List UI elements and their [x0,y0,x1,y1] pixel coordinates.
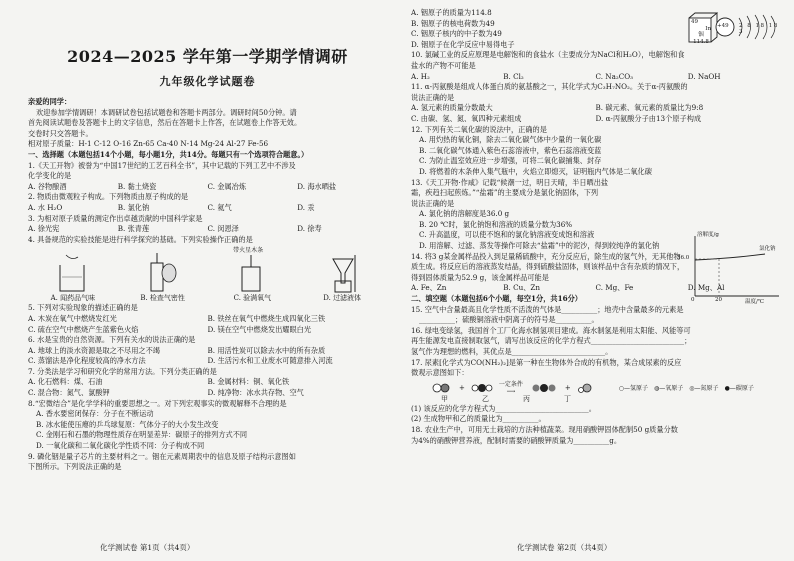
option: B. 用活性炭可以除去水中的所有杂质 [207,345,326,355]
legend-oxygen: ◍—氧原子 [654,385,684,393]
option: D. 过滤液体 [323,294,362,303]
airtight-test-figure [139,251,179,293]
question-stem: 14. 将3 g某金属样品投入到足量稀硫酸中，充分反应后，除生成的氢气外，无其他物 [411,251,681,261]
question-stem: 3. 为相对原子质量的测定作出卓越贡献的中国科学家是 [28,213,203,223]
reaction-arrow: 一定条件 ⟶ [498,380,523,395]
option: A. 氯化钠的溶解度是36.0 g [419,209,510,219]
fill-line: 17. 尿素[化学式为CO(NH₂)₂]是第一种在生物体外合成的有机物，某合成尿素的反应 [411,357,682,367]
inner-label: 带火星木条 [233,247,264,255]
question-6 [28,335,387,367]
electron-shells: 2 8 18 18 3 [739,23,779,35]
question-stem: 质生成。将反应后的溶液蒸发结晶，得到硫酸盐固体，则该样品中含有杂质的情况下， [411,262,685,272]
molecule-ding-icon [577,382,597,394]
option-row [28,325,387,336]
option: D. NaOH [687,71,721,81]
question-stem: 盐水的产物不可能是 [411,60,476,70]
option: A. 香水要密闭保存：分子在不断运动 [36,409,154,419]
question-stem: 下图所示。下列说法正确的是 [28,462,122,472]
legend-hydrogen: ○—氢原子 [618,385,649,393]
option: A. 氢元素的质量分数最大 [411,103,493,113]
smell-beaker-figure [52,251,92,293]
option: D. α-丙氨酸分子由13个原子构成 [595,113,702,123]
option: C. 升高温度，可以使不饱和的氯化钠溶液变成饱和溶液 [419,230,595,240]
element-name: 铟 [698,32,704,38]
option: D. 用溶解、过滤、蒸发等操作可除去“盐霜”中的泥沙，得到较纯净的氯化钠 [419,241,660,251]
option: A. 用灼热的氧化铜，除去二氧化碳气体中少量的一氧化碳 [419,135,602,145]
question-stem: 5. 下列对实验现象的描述正确的是 [28,303,138,313]
question-stem: 7. 分类法是学习和研究化学的常用方法。下列分类正确的是 [28,366,217,376]
option: B. 20 ℃时，氯化钠饱和溶液的质量分数为36% [419,219,573,229]
fill-line: 微观示意图如下： [411,368,469,378]
option: C. 金属冶炼 [207,181,247,191]
option: C. 混合物：氮气、氯酸钾 [28,388,110,398]
filtering-figure [323,251,363,293]
section-heading: 一、选择题（本题包括14个小题，每小题1分，共14分。每题只有一个选项符合题意。） [28,149,309,159]
question-stem: 11. α-丙氨酸是组成人体蛋白质的氨基酸之一，其化学式为C₃H₇NO₂。关于α-丙氨酸的 [411,82,688,92]
question-stem: 6. 水是宝贵的自然资源。下列有关水的说法正确的是 [28,335,196,345]
option: C. 为防止温室效应进一步增强，可将二氧化碳捕集、封存 [419,156,602,166]
option: A. 谷物酿酒 [28,181,67,191]
option: D. 纯净物：冰水共存物、空气 [207,388,304,398]
option: A. 闻药品气味 [50,294,96,303]
option-row [28,346,387,357]
option: A. 铟原子的质量为114.8 [411,8,492,17]
option-row [28,182,387,193]
question-3 [28,214,387,235]
question-13 [411,178,691,242]
question-stem: 说法正确的是 [411,92,455,102]
x-tick: 20 [715,297,722,303]
question-stem: 13.《天工开物·作咸》记载“候潮一过，明日天晴，半日晒出盐 [411,177,609,187]
nucleus-charge: +49 [717,23,729,29]
element-symbol: In [705,25,711,32]
option: C. 验满氧气 [233,294,272,303]
question-stem: 8.“宏微结合”是化学学科的重要思想之一。对下列宏观事实的微观解释不合理的是 [28,398,287,408]
option: D. 镁在空气中燃烧发出耀眼白光 [207,324,312,334]
question-10 [411,50,780,82]
apparatus-figures [28,247,387,293]
option: D. Mg、Al [687,283,725,293]
option: B. 金属材料：铜、氧化铁 [207,377,290,387]
question-5 [28,303,387,335]
molecule-jia-icon [431,382,453,394]
option-row [28,203,387,214]
option: A. 木炭在氧气中燃烧发红光 [28,313,117,323]
x-axis-label: 温度/℃ [745,299,765,305]
question-4 [28,235,387,304]
reaction-diagram: + 一定条件 ⟶ + ○—氢原子 ◍—氧原子 ◎—氮原子 ●—碳原子 [431,381,780,395]
option: B. 二氧化碳气体通入紫色石蕊溶液中，紫色石蕊溶液变蓝 [419,145,602,155]
molecule-name: 丁 [564,394,571,403]
molecule-names [441,395,780,404]
fill-line: 15. 空气中含量最高且化学性质不活泼的气体是__________；地壳中含量最多的元素是 [411,304,684,314]
option: C. 由碳、氢、氮、氧四种元素组成 [411,113,522,123]
greeting: 亲爱的同学： [28,97,72,106]
curve-label: 氯化钠 [759,246,776,252]
option: C. 闵恩泽 [207,224,239,234]
question-9 [28,452,387,473]
intro-line: 欢迎参加学情调研！本调研试卷包括试题卷和答题卡两部分。调研时间50分钟。请 [36,107,297,117]
reaction-condition: 一定条件 [498,380,523,388]
option: C. 蒸馏法是净化程度较高的净水方法 [28,356,146,366]
option-row [411,72,780,83]
fill-line: 16. 绿电变绿氢，我国首个工厂化海水制氢项目建成。海水制氢是利用太阳能、风能等可 [411,325,691,335]
fill-line: __________；硫酸铜溶液中阴离子的符号是__________。 [419,315,599,325]
option: B. 氯化钠 [117,202,150,212]
option-row [28,294,387,303]
option-row [28,388,387,399]
option: D. 铟原子在化学反应中易得电子 [411,39,515,49]
option: C. Mg、Fe [595,283,634,293]
molecule-yi-icon [471,382,493,394]
x-tick: 0 [691,297,695,303]
option: B. Cl₂ [503,71,524,81]
oxygen-test-figure [226,249,276,293]
option: A. Fe、Zn [411,283,447,293]
element-cell-indium [688,12,718,48]
y-axis-label: 溶解度/g [697,232,719,238]
question-stem: 化学变化的是 [28,171,72,181]
question-stem: 说法正确的是 [411,198,455,208]
question-12 [411,125,780,178]
option: A. 徐光宪 [28,224,60,234]
option: B. 铟原子的核电荷数为49 [411,18,495,28]
element-mass: 114.8 [693,38,709,45]
question-stem: 1.《天工开物》被誉为“中国17世纪的工艺百科全书”，其中记载的下列工艺中不涉及 [28,160,296,170]
legend-nitrogen: ◎—氮原子 [689,385,719,393]
option: B. 冰水能使压瘪的乒乓球复原：气体分子的大小发生改变 [36,419,219,429]
intro-line: 首先阅读试题卷及答题卡上的文字信息，然后在答题卡上作答，在试题卷上作答无效。 [28,118,302,128]
question-11 [411,82,780,124]
option: C. 铟原子核内的中子数为49 [411,29,502,39]
molecule-name: 丙 [523,394,530,403]
intro-line: 交卷时只交答题卡。 [28,128,93,138]
question-stem: 10. 氯碱工业的反应原理是电解饱和的食盐水（主要成分为NaCl和H₂O），电解饱和食 [411,50,685,60]
option: C. 金刚石和石墨的物理性质存在明显差异：碳原子的排列方式不同 [36,430,248,440]
option: A. 地球上的淡水资源是取之不尽用之不竭 [28,345,160,355]
fill-questions [411,305,780,379]
question-7 [28,367,387,399]
fill-line: 18. 农业生产中，可用无土栽培的方法种植蔬菜。现用硝酸钾固体配制50 g质量分数 [411,424,678,434]
legend-carbon: ●—碳原子 [724,385,754,393]
fill-line: 为4%的硝酸钾营养液，配制时需要的硝酸钾质量为__________g。 [411,435,622,445]
option: B. 碳元素、氧元素的质量比为9:8 [595,103,704,113]
question-stem: 得到固体质量为52.9 g，该金属样品可能是 [411,272,549,282]
fill-line: (1) 该反应的化学方程式为__________________________。 [411,403,596,413]
option: D. 汞 [297,202,315,212]
atomic-masses: 相对原子质量：H-1 C-12 O-16 Zn-65 Ca-40 N-14 Mg-24 Al-27 Fe-56 [28,139,269,149]
option-row [28,224,387,235]
option: D. 海水晒盐 [297,181,337,191]
option-row [28,356,387,367]
option: B. 检查气密性 [140,294,185,303]
fill-line: 再生能源发电直接制取氢气，请写出该反应的化学方程式__________________________； [411,336,692,346]
option: B. 黏土烧瓷 [117,181,157,191]
option-row [28,377,387,388]
legend [619,383,754,392]
element-number: 49 [691,19,698,25]
question-18 [411,425,780,446]
option: B. 铁丝在氧气中燃烧生成四氧化三铁 [207,313,326,323]
option: D. 生活污水和工业废水可随意排入河流 [207,356,333,366]
exam-subtitle: 九年级化学试题卷 [159,75,256,88]
exam-title: 2024—2025 学年第一学期学情调研 [67,47,348,66]
option: A. H₂ [411,71,430,81]
question-17-diagram [411,381,780,425]
option: C. 氦气 [207,202,232,212]
question-stem: 霜，疾趋扫起煎炼。”“盐霜”的主要成分是氯化钠固体，下列 [411,188,599,198]
question-2 [28,192,387,213]
fill-line: 氢气作为理想的燃料，其优点是__________________________。 [411,347,613,356]
page-footer: 化学测试卷 第1页（共4页） [100,543,195,552]
question-stem: 9. 磷化铟是量子芯片的主要材料之一。铟在元素周期表中的信息及原子结构示意图如 [28,451,296,461]
option: B. 张青莲 [117,224,150,234]
molecule-name: 甲 [441,394,448,403]
question-stem: 4. 具备规范的实验技能是进行科学探究的基础。下列实验操作正确的是 [28,234,253,244]
section-heading: 二、填空题（本题包括6个小题，每空1分，共16分） [411,294,582,304]
option-row [411,103,780,114]
option: B. Cu、Zn [503,283,541,293]
question-stem: 12. 下列有关二氧化碳的说法中，正确的是 [411,124,547,134]
option-row [411,114,780,125]
option-row [28,314,387,325]
question-9-options [411,8,681,50]
page-footer: 化学测试卷 第2页（共4页） [517,543,612,552]
option: A. 水 H₂O [28,202,63,212]
option: D. 将燃着的木条伸入集气瓶中，火焰立即熄灭，证明瓶内气体是二氧化碳 [419,166,652,176]
option: C. Na₂CO₃ [595,71,634,81]
atom-structure-diagram [715,12,785,46]
option: D. 一氧化碳和二氧化碳化学性质不同：分子构成不同 [36,441,205,451]
question-1 [28,161,387,193]
solubility-graph [675,230,785,310]
molecule-bing-icon [529,382,559,394]
option: A. 化石燃料：煤、石油 [28,377,103,387]
question-stem: 2. 物质由微观粒子构成。下列物质由原子构成的是 [28,192,189,202]
question-8 [28,399,387,452]
fill-line: (2) 生成物甲和乙的质量比为__________。 [411,414,546,424]
nacl-curve [695,254,765,260]
option: C. 硫在空气中燃烧产生蓝紫色火焰 [28,324,139,334]
y-tick: 36.0 [677,255,690,261]
option: D. 徐寿 [297,224,322,234]
molecule-name: 乙 [482,394,489,403]
